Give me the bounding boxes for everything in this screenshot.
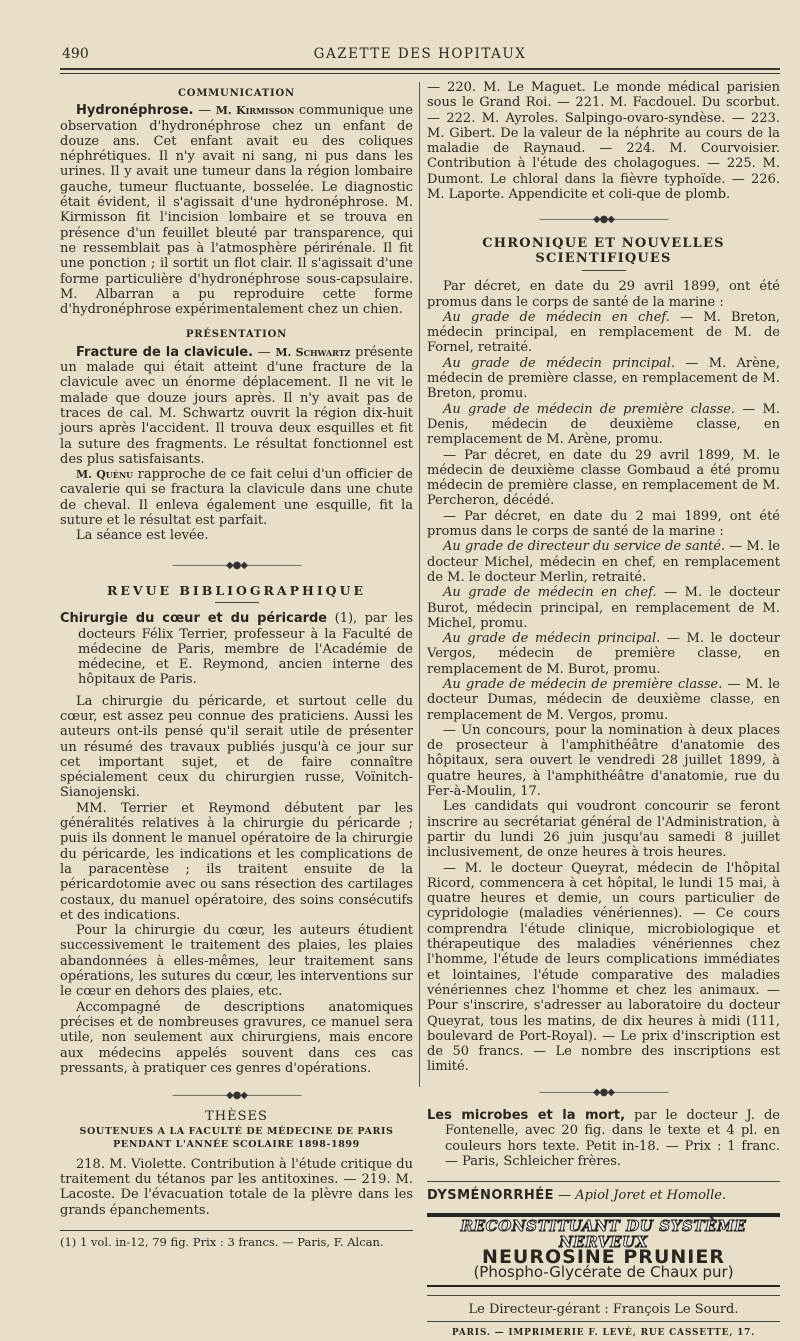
book-citation	[60, 611, 413, 687]
journal-title: GAZETTE DES HOPITAUX	[313, 46, 527, 62]
chronique-paragraph: Au grade de médecin principal. — M. Arène, médecin de première classe, en remplacement de M. Breton, promu.	[427, 355, 780, 402]
chronique-paragraph: — Par décret, en date du 2 mai 1899, ont été promus dans le corps de santé de la marine :	[427, 508, 780, 540]
chronique-paragraph: — Par décret, en date du 29 avril 1899, M. le médecin de deuxième classe Gombaud a été promu médecin de première classe, en remplacement de M. Percheron, décédé.	[427, 447, 780, 509]
theses-list: 218. M. Violette. Contribution à l'étude critique du traitement du tétanos par les antitoxines. — 219. M. Lacoste. De l'évacuation totale de la plèvre dans les grands épanchements.	[60, 1156, 413, 1218]
chronique-paragraph: Au grade de directeur du service de santé. — M. le docteur Michel, médecin en chef, en remplacement de M. le docteur Merlin, retraité.	[427, 539, 780, 585]
section-heading-theses: THÈSES	[205, 1109, 268, 1125]
short-rule	[215, 602, 259, 603]
printer-line: PARIS. — IMPRIMERIE F. LEVÉ, RUE CASSETTE, 17.	[451, 1327, 756, 1338]
theses-subtitle-1: SOUTENUES A LA FACULTÉ DE MÉDECINE DE PARIS	[79, 1125, 394, 1137]
right-column	[427, 80, 780, 1341]
separator-rule	[427, 1181, 780, 1182]
short-rule	[582, 270, 626, 271]
paragraph-text: rapproche de ce fait celui d'un officier de cavalerie qui se fractura la clavicule dans une chute de cheval. Il enleva également une esquille, fit la suture et le résultat est parfait.	[60, 467, 414, 529]
footnote-rule	[60, 1230, 413, 1231]
footnote-mark: (1)	[327, 611, 354, 627]
chronique-paragraph: Au grade de médecin principal. — M. le docteur Vergos, médecin de première classe, en remplacement de M. Burot, promu.	[427, 631, 780, 677]
citation-text: , par les docteurs Félix Terrier, professeur à la Faculté de médecine de Paris, membre de l'Académie de médecine, et E. Reymond, ancien interne des hôpitaux de Paris.	[78, 611, 413, 688]
chronique-paragraph: Au grade de médecin de première classe. — M. Denis, médecin de deuxième classe, en remplacement de M. Arène, promu.	[427, 401, 780, 448]
presentation-paragraph: Fracture de la clavicule. — M. Schwartz présente un malade qui était atteint d'une fracture de la clavicule avec un énorme déplacement. Il ne vit le malade que douze jours après. Il n'y avait pas de traces de cal. M. Schwartz ouvrit la région dix-huit jours après l'accident. Il trouva deux esquilles et fit la suture des fragments. Le résultat fonctionnel est des plus satisfaisants.	[60, 344, 414, 467]
paragraph-text: communique une observation d'hydronéphrose chez un enfant de douze ans. Cet enfant avait eu des coliques néphrétiques. Il n'y avait ni sang, ni pus dans les urines. Il y avait une tumeur dans la région lombaire gauche, tumeur fluctuante, bosselée. Le diagnostic était évident, il s'agissait d'une hydronéphrose. M. Kirmisson fit l'incision lombaire et se trouva en présence d'un feuillet bleuté par transparence, qui ne ressemblait pas à l'atmosphère périrénale. Il fit une ponction ; il sortit un flot clair. Il s'agissait d'une forme particulière d'hydronéphrose sous-capsulaire. M. Albarran a pu reproduire cette forme d'hydronéphrose expérimentalement chez un chien.	[60, 103, 414, 318]
chronique-paragraph: Par décret, en date du 29 avril 1899, ont été promus dans le corps de santé de la marine :	[427, 279, 780, 310]
separator-rule	[427, 1295, 780, 1296]
section-heading-chronique: CHRONIQUE ET NOUVELLES SCIENTIFIQUES	[482, 235, 725, 266]
closing-line: La séance est levée.	[76, 528, 209, 544]
chronique-paragraph: Au grade de médecin en chef. — M. Breton, médecin principal, en remplacement de M. de Fornel, retraité.	[427, 309, 780, 356]
header-rule	[60, 68, 780, 74]
section-heading-revue: REVUE BIBLIOGRAPHIQUE	[106, 582, 367, 598]
section-heading-communication: COMMUNICATION	[178, 88, 295, 99]
page-number: 490	[62, 46, 89, 62]
section-ornament: ——————◆●◆——————	[538, 214, 669, 226]
article-lead: Hydronéphrose.	[76, 103, 194, 119]
chronique-paragraph: Au grade de médecin en chef. — M. le docteur Burot, médecin principal, en remplacement de M. Michel, promu.	[427, 585, 780, 631]
chronique-paragraph: Au grade de médecin de première classe. — M. le docteur Dumas, médecin de deuxième classe, en remplacement de M. Vergos, promu.	[427, 676, 780, 723]
section-ornament: ——————◆●◆——————	[538, 1086, 669, 1098]
article-lead: Fracture de la clavicule.	[76, 344, 254, 360]
paragraph-text: présente un malade qui était atteint d'une fracture de la clavicule avec un énorme déplacement. Il ne vit le malade que douze jours après. Il n'y avait pas de traces de cal. M. Schwartz ouvrit la région dix-huit jours après l'accident. Il trouva deux esquilles et fit la suture des fragments. Le résultat fonctionnel est des plus satisfaisants.	[60, 344, 414, 467]
advert-rule	[427, 1285, 780, 1287]
advert-line-1: RECONSTITUANT DU SYSTÈME NERVEUX	[460, 1217, 747, 1251]
chronique-paragraph: — Un concours, pour la nomination à deux places de prosecteur à l'amphithéâtre d'anatomie des hôpitaux, sera ouvert le vendredi 28 juillet 1899, à quatre heures, à l'amphithéâtre d'anatomie, rue du Fer-à-Moulin, 17.	[427, 722, 780, 800]
presentation-paragraph-2	[60, 467, 413, 528]
review-paragraph-2: MM. Terrier et Reymond débutent par les généralités relatives à la chirurgie du péricarde ; puis ils donnent le manuel opératoire de la chirurgie du péricarde, les indications et les complications de la paracentèse ; ils traitent ensuite de la péricardotomie avec ou sans résection des cartilages costaux, du manuel opératoire, des soins consécutifs et des indications.	[60, 800, 413, 923]
review-paragraph-1: La chirurgie du péricarde, et surtout celle du cœur, est assez peu connue des praticiens. Aussi les auteurs ont-ils pensé qu'il serait utile de présenter un résumé des travaux publiés jusqu'à ce jour sur cet important sujet, et de faire connaître spécialement ceux du chirurgien russe, Voïnitch-Sianojenski.	[60, 693, 413, 801]
author-name: M. Quénu	[76, 468, 134, 482]
book-title: Les microbes et la mort,	[427, 1108, 626, 1123]
theses-list-continued: — 220. M. Le Maguet. Le monde médical parisien sous le Grand Roi. — 221. M. Facdouel. Du scorbut. — 222. M. Ayroles. Salpingo-ovaro-syndèse. — 223. M. Gibert. De la valeur de la néphrite au cours de la maladie de Raynaud. — 224. M. Courvoisier. Contribution à l'étude des cholagogues. — 225. M. Dumont. Le chloral dans la fièvre typhoïde. — 226. M. Laporte. Appendicite et coli-que de plomb.	[427, 80, 780, 203]
advert-dysmenorrhee: DYSMÉNORRHÉE — Apiol Joret et Homolle.	[427, 1188, 727, 1204]
review-paragraph-3: Pour la chirurgie du cœur, les auteurs étudient successivement le traitement des plaies, les plaies abandonnées à elles-mêmes, leur traitement sans opérations, les sutures du cœur, les interventions sur le cœur en dehors des plaies, etc.	[60, 923, 413, 1000]
separator-rule	[427, 1321, 780, 1322]
advert-line-2: NEUROSINE PRUNIER	[482, 1246, 725, 1269]
theses-subtitle-2: PENDANT L'ANNÉE SCOLAIRE 1898-1899	[113, 1138, 360, 1150]
page-header	[60, 44, 780, 64]
section-ornament: ——————◆●◆——————	[171, 559, 302, 571]
review-paragraph-4: Accompagné de descriptions anatomiques précises et de nombreuses gravures, ce manuel sera utile, non seulement aux chirurgiens, mais encore aux médecins appelés souvent dans ces cas pressants, à pratiquer ces genres d'opérations.	[60, 999, 413, 1076]
book-title: Chirurgie du cœur et du péricarde	[60, 611, 328, 627]
communication-paragraph: Hydronéphrose. — M. Kirmisson communique une observation d'hydronéphrose chez un enfant de douze ans. Cet enfant avait eu des coliques néphrétiques. Il n'y avait ni sang, ni pus dans les urines. Il y avait une tumeur dans la région lombaire gauche, tumeur fluctuante, bosselée. Le diagnostic était évident, il s'agissait d'une hydronéphrose. M. Kirmisson fit l'incision lombaire et se trouva en présence d'un feuillet bleuté par transparence, qui ne ressemblait pas à l'atmosphère périrénale. Il fit une ponction ; il sortit un flot clair. Il s'agissait d'une forme particulière d'hydronéphrose sous-capsulaire. M. Albarran a pu reproduire cette forme d'hydronéphrose expérimentalement chez un chien.	[60, 103, 414, 318]
footnote: (1) 1 vol. in-12, 79 fig. Prix : 3 francs. — Paris, F. Alcan.	[60, 1234, 384, 1249]
author-name: M. Schwartz	[275, 345, 351, 359]
left-column	[60, 80, 413, 1250]
advert-rule	[427, 1213, 780, 1217]
advert-neurosine	[427, 1213, 780, 1286]
book-notice: Les microbes et la mort, par le docteur J. de Fontenelle, avec 20 fig. dans le texte et 4 pl. en couleurs hors texte. Petit in-18. — Prix : 1 franc. — Paris, Schleicher frères.	[427, 1108, 780, 1169]
advert-line-3: (Phospho-Glycérate de Chaux pur)	[473, 1263, 734, 1282]
section-ornament: ——————◆●◆——————	[171, 1090, 302, 1102]
chronique-paragraph: Les candidats qui voudront concourir se feront inscrire au secrétariat général de l'Administration, à partir du lundi 26 juin jusqu'au samedi 8 juillet inclusivement, de onze heures à trois heures.	[427, 799, 780, 861]
section-heading-presentation: PRÉSENTATION	[185, 329, 288, 341]
directeur-gerant: Le Directeur-gérant : François Le Sourd.	[468, 1301, 739, 1317]
column-divider	[419, 82, 420, 1087]
author-name: M. Kirmisson	[215, 104, 295, 118]
chronique-paragraph: — M. le docteur Queyrat, médecin de l'hôpital Ricord, commencera à cet hôpital, le lundi 15 mai, à quatre heures et demie, un cours particulier de cypridologie (maladies vénériennes). — Ce cours comprendra l'étude clinique, microbiologique et thérapeutique des maladies vénériennes chez l'homme, l'étude de leurs complications immédiates et lointaines, l'étude comparative des maladies vénériennes chez l'homme et chez les animaux. — Pour s'inscrire, s'adresser au laboratoire du docteur Queyrat, tous les matins, de dix heures à midi (111, boulevard de Port-Royal). — Le prix d'inscription est de 50 francs. — Le nombre des inscriptions est limité.	[427, 860, 780, 1075]
